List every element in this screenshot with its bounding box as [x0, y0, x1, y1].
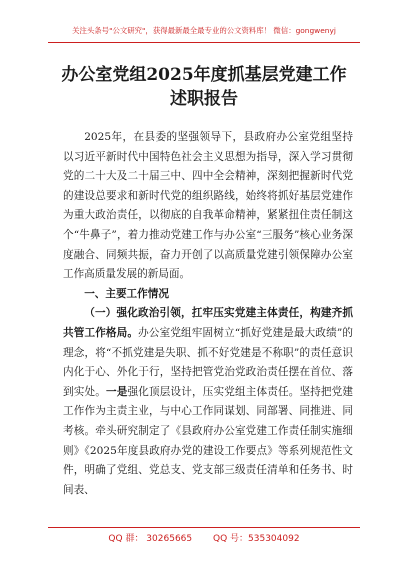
footer-divider — [48, 527, 360, 528]
subsection-text: 办公室党组牢固树立“抓好党建是最大政绩”的理念，将“不抓党建是失职、抓不好党建是不称职”的责任意识内化于心、外化于行，坚持把管党治党政治责任摆在首位、落到实处。 — [63, 326, 353, 398]
section-heading: 一、主要工作情况 — [84, 287, 169, 300]
footer-qq-number: QQ 号：535304092 — [213, 534, 300, 544]
header-notice: 关注头条号"公文研究"，获得最新最全最专业的公文资料库！ 微信：gongwenyj — [72, 26, 336, 35]
subsection-paragraph — [63, 304, 353, 500]
page-header — [0, 0, 408, 44]
point-label: 一是 — [106, 385, 128, 398]
footer-qq-group: QQ 群： 30265665 — [108, 534, 193, 544]
point-text: 强化顶层设计，压实党组主体责任。坚持把党建工作作为主责主业，与中心工作同谋划、同部署、同推进、同考核。牵头研究制定了《县政府办公室党建工作责任制实施细则》《2025年度县政府办党的建设工作要点》等系列规范性文件，明确了党组、党总支、党支部三级责任清单和任务书、时间表、 — [63, 385, 354, 496]
document-body — [63, 128, 353, 500]
header-divider — [48, 42, 360, 43]
document-title: 办公室党组2025年度抓基层党建工作述职报告 — [61, 65, 347, 109]
page-footer — [0, 531, 408, 544]
subsection-heading: （一）强化政治引领，扛牢压实党建主体责任，构建齐抓共管工作格局。 — [63, 307, 353, 339]
intro-paragraph: 2025年，在县委的坚强领导下，县政府办公室党组坚持以习近平新时代中国特色社会主义思想为指导，深入学习贯彻党的二十大及二十届三中、四中全会精神，深刻把握新时代党的建设总要求和新时代党的组织路线，始终将抓好基层党建作为重大政治责任，以彻底的自我革命精神，紧紧扭住责任制这个“牛鼻子”，着力推动党建工作与办公室“三服务”核心业务深度融合、同频共振，奋力开创了以高质量党建引领保障办公室工作高质量发展的新局面。 — [63, 131, 353, 281]
